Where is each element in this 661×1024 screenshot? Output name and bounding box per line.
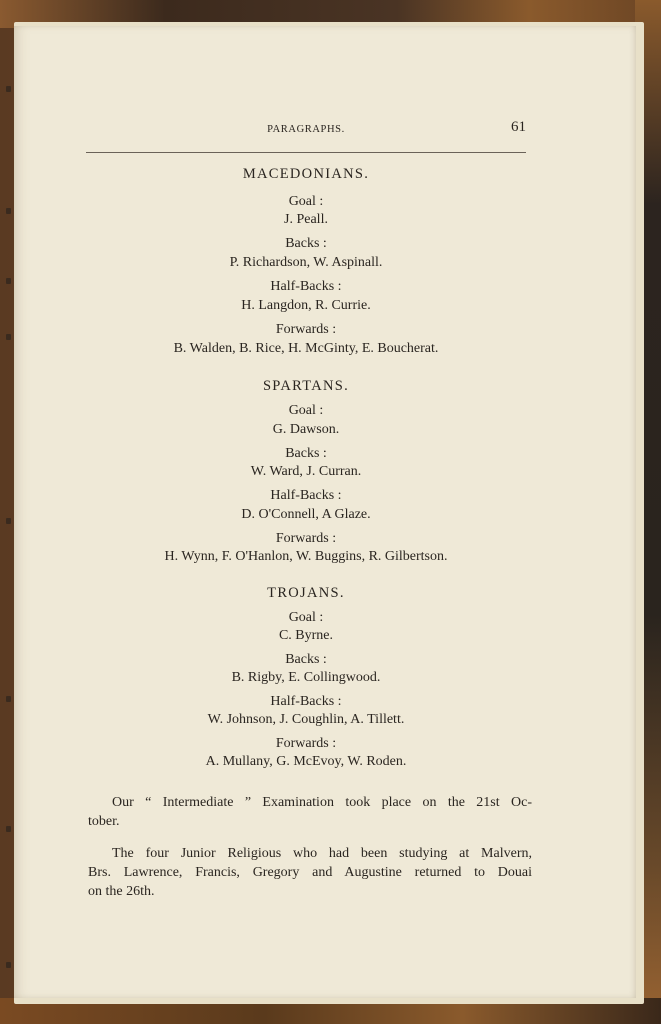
player-names: J. Peall. [284,212,328,227]
paragraph-line: on the 26th. [88,884,155,899]
position-label: Backs : [285,236,327,251]
running-header [86,118,526,140]
page-number: 61 [511,119,526,135]
header-rule [86,152,526,153]
paragraph-line: The four Junior Religious who had been studying at Malvern, [112,846,532,861]
position-label: Half-Backs : [270,279,342,294]
position-label: Half-Backs : [270,488,342,503]
paragraph-line: Our “ Intermediate ” Examination took place on the 21st Oc- [112,795,532,810]
player-names: G. Dawson. [272,422,340,437]
player-names: P. Richardson, W. Aspinall. [229,255,383,270]
spine-stitching [0,0,18,1024]
position-label: Backs : [285,446,327,461]
team-heading: TROJANS. [267,585,345,601]
position-label: Forwards : [275,322,337,337]
position-label: Goal : [288,610,324,625]
paragraph-examination [88,793,532,831]
player-names: B. Rigby, E. Collingwood. [231,670,381,685]
player-names: H. Wynn, F. O'Hanlon, W. Buggins, R. Gilbertson. [164,549,448,564]
paragraph-line: Brs. Lawrence, Francis, Gregory and Augustine returned to Douai [88,865,532,880]
player-names: H. Langdon, R. Currie. [241,298,371,313]
running-title: PARAGRAPHS. [267,124,345,135]
player-names: C. Byrne. [278,628,334,643]
position-label: Goal : [288,403,324,418]
player-names: W. Ward, J. Curran. [250,464,362,479]
position-label: Half-Backs : [270,694,342,709]
position-label: Backs : [285,652,327,667]
position-label: Goal : [288,194,324,209]
player-names: W. Johnson, J. Coughlin, A. Tillett. [207,712,405,727]
player-names: D. O'Connell, A Glaze. [241,507,371,522]
paragraph-junior-religious [88,844,532,901]
player-names: A. Mullany, G. McEvoy, W. Roden. [205,754,407,769]
position-label: Forwards : [275,531,337,546]
paragraph-line: tober. [88,814,120,829]
team-heading: SPARTANS. [262,378,350,394]
player-names: B. Walden, B. Rice, H. McGinty, E. Boucherat. [173,341,439,356]
position-label: Forwards : [275,736,337,751]
team-heading: MACEDONIANS. [242,166,370,182]
